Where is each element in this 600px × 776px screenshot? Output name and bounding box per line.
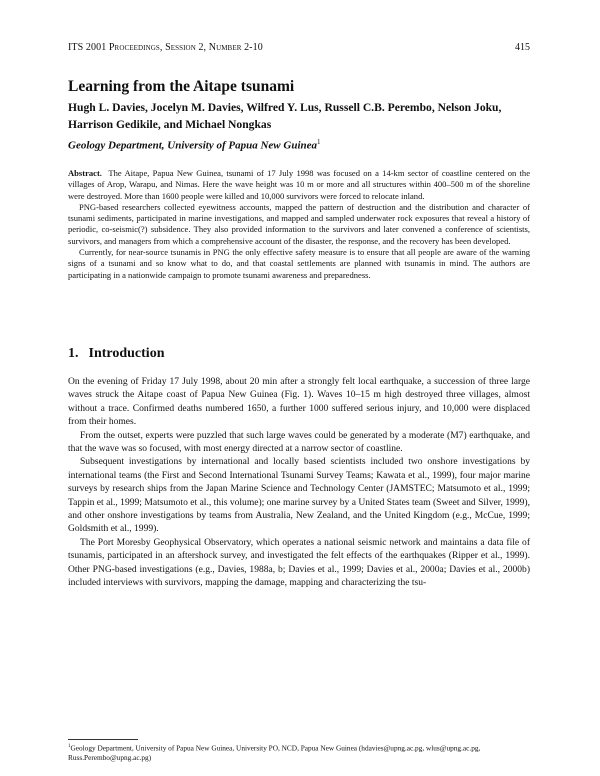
affiliation [68, 138, 530, 152]
body-paragraph: From the outset, experts were puzzled that such large waves could be generated by a moderate (M7) earthquake, and that the wave was so focused, with most energy directed at a narrow sector of coastline. [68, 429, 530, 455]
body-paragraph: The Port Moresby Geophysical Observatory, which operates a national seismic network and maintains a data file of tsunamis, participated in an aftershock survey, and investigated the felt effects of the earthquakes (Ripper et al., 1999). Other PNG-based investigations (e.g., Davies, 1988a, b; Davies et al., 1999; Davies et al., 2000a; Davies et al., 2000b) included interviews with survivors, mapping the damage, mapping and characterizing the tsu- [68, 536, 530, 589]
section-number: 1. [68, 346, 79, 361]
abstract-paragraph: Currently, for near-source tsunamis in PNG the only effective safety measure is to ensure that all people are aware of the warning signs of a tsunami and so know what to do, and that coastal settlements are planned with tsunamis in mind. The authors are participating in a nationwide campaign to promote tsunami awareness and preparedness. [68, 247, 530, 280]
affiliation-text: Geology Department, University of Papua New Guinea [68, 139, 318, 152]
footnote-mark: 1 [68, 744, 71, 749]
running-title: ITS 2001 Proceedings, Session 2, Number 2-10 [68, 42, 263, 53]
abstract [68, 168, 530, 281]
running-header [68, 42, 530, 53]
footnote-text: Geology Department, University of Papua New Guinea, University PO, NCD, Papua New Guinea (hdavies@upng.ac.pg, wlus@upng.ac.pg, Russ.Perembo@upng.ac.pg) [68, 743, 481, 763]
footnote [68, 742, 530, 763]
abstract-paragraph [68, 168, 530, 202]
author-list: Hugh L. Davies, Jocelyn M. Davies, Wilfred Y. Lus, Russell C.B. Perembo, Nelson Joku, Harrison Gedikile, and Michael Nongkas [68, 101, 502, 131]
body-text [68, 375, 530, 590]
footnote-rule [68, 739, 138, 740]
abstract-label: Abstract. [68, 168, 102, 178]
paper-title: Learning from the Aitape tsunami [68, 78, 295, 95]
section-title: Introduction [88, 346, 165, 361]
abstract-paragraph: PNG-based researchers collected eyewitness accounts, mapped the pattern of destruction and the distribution and character of tsunami sediments, participated in marine investigations, and mapped and sampled underwater rock exposures that reveal a history of periodic, co-seismic(?) subsidence. They also provided information to the survivors and later convened a conference of scientists, survivors, and managers from which a comprehensive account of the disaster, the response, and the recovery has been developed. [68, 201, 530, 246]
page-number: 415 [515, 42, 530, 53]
affiliation-footnote-mark: 1 [317, 138, 321, 146]
body-paragraph: On the evening of Friday 17 July 1998, about 20 min after a strongly felt local earthquake, a succession of three large waves struck the Aitape coast of Papua New Guinea (Fig. 1). Waves 10–15 m high destroyed three villages, almost without a trace. Confirmed deaths numbered 1650, a further 1000 suffered serious injury, and 10,000 were displaced from their homes. [68, 376, 530, 428]
abstract-text: The Aitape, Papua New Guinea, tsunami of 17 July 1998 was focused on a 14-km sector of coastline centered on the villages of Arop, Warapu, and Nimas. Here the wave height was 10 m or more and all structures within 400–500 m of the shoreline were destroyed. More than 1600 people were killed and 10,000 survivors were forced to relocate inland. [68, 168, 531, 201]
body-paragraph: Subsequent investigations by international and locally based scientists included two onshore investigations by international teams (the First and Second International Tsunami Survey Teams; Kawata et al., 1999), four major marine surveys by research ships from the Japan Marine Science and Technology Center (JAMSTEC; Matsumoto et al., 1999; Tappin et al., 1999; Matsumoto et al., this volume); one marine survey by a United States team (Sweet and Silver, 1999), and other onshore investigations by teams from Australia, New Zealand, and the United Kingdom (e.g., McCue, 1999; Goldsmith et al., 1999). [68, 456, 530, 535]
section-heading [68, 346, 530, 362]
